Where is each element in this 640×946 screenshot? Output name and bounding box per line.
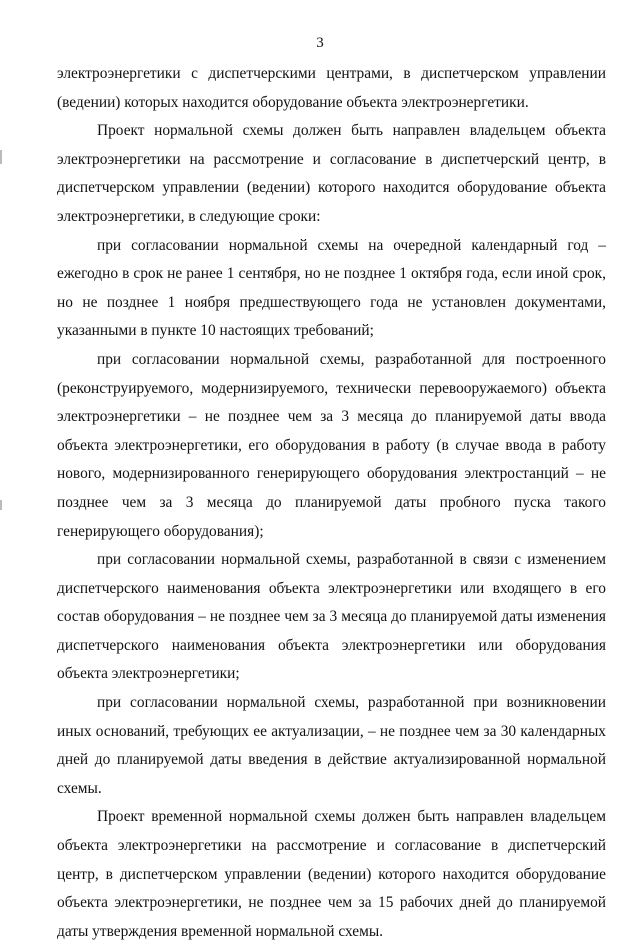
body-paragraph: при согласовании нормальной схемы, разработанной при возникновении иных оснований, требующих ее актуализации, – не позднее чем за 30 календарных дней до планируемой даты введения в действие актуализированной нормальной схемы. [57,694,606,797]
body-paragraph: Проект нормальной схемы должен быть направлен владельцем объекта электроэнергетики на рассмотрение и согласование в диспетчерский центр, в диспетчерском управлении (ведении) которого находится оборудование объекта электроэнергетики, в следующие сроки: [57,122,606,225]
body-paragraph: при согласовании нормальной схемы, разработанной для построенного (реконструируемого, модернизируемого, технически перевооружаемого) объекта электроэнергетики – не позднее чем за 3 месяца до планируемой даты ввода объекта электроэнергетики, его оборудования в работу (в случае ввода в работу нового, модернизированного генерирующего оборудования электростанций – не позднее чем за 3 месяца до планируемой даты пробного пуска такого генерирующего оборудования); [57,350,606,540]
body-paragraph: при согласовании нормальной схемы на очередной календарный год – ежегодно в срок не ранее 1 сентября, но не позднее 1 октября года, если иной срок, но не позднее 1 ноября предшествующего года не установлен документами, указанными в пункте 10 настоящих требований; [57,236,606,340]
page-number: 3 [316,35,324,51]
scan-edge-mark [0,150,2,164]
document-body [57,60,606,946]
body-paragraph: Проект временной нормальной схемы должен быть направлен владельцем объекта электроэнергетики на рассмотрение и согласование в диспетчерский центр, в диспетчерском управлении (ведении) которого находится оборудование объекта электроэнергетики, не позднее чем за 15 рабочих дней до планируемой даты утверждения временной нормальной схемы. [57,808,606,940]
body-paragraph: при согласовании нормальной схемы, разработанной в связи с изменением диспетчерского наименования объекта электроэнергетики или входящего в его состав оборудования – не позднее чем за 3 месяца до планируемой даты изменения диспетчерского наименования объекта электроэнергетики или оборудования объекта электроэнергетики; [57,551,606,683]
body-paragraph: электроэнергетики с диспетчерскими центрами, в диспетчерском управлении (ведении) которых находится оборудование объекта электроэнергетики. [57,65,606,111]
scan-edge-mark [0,500,2,510]
